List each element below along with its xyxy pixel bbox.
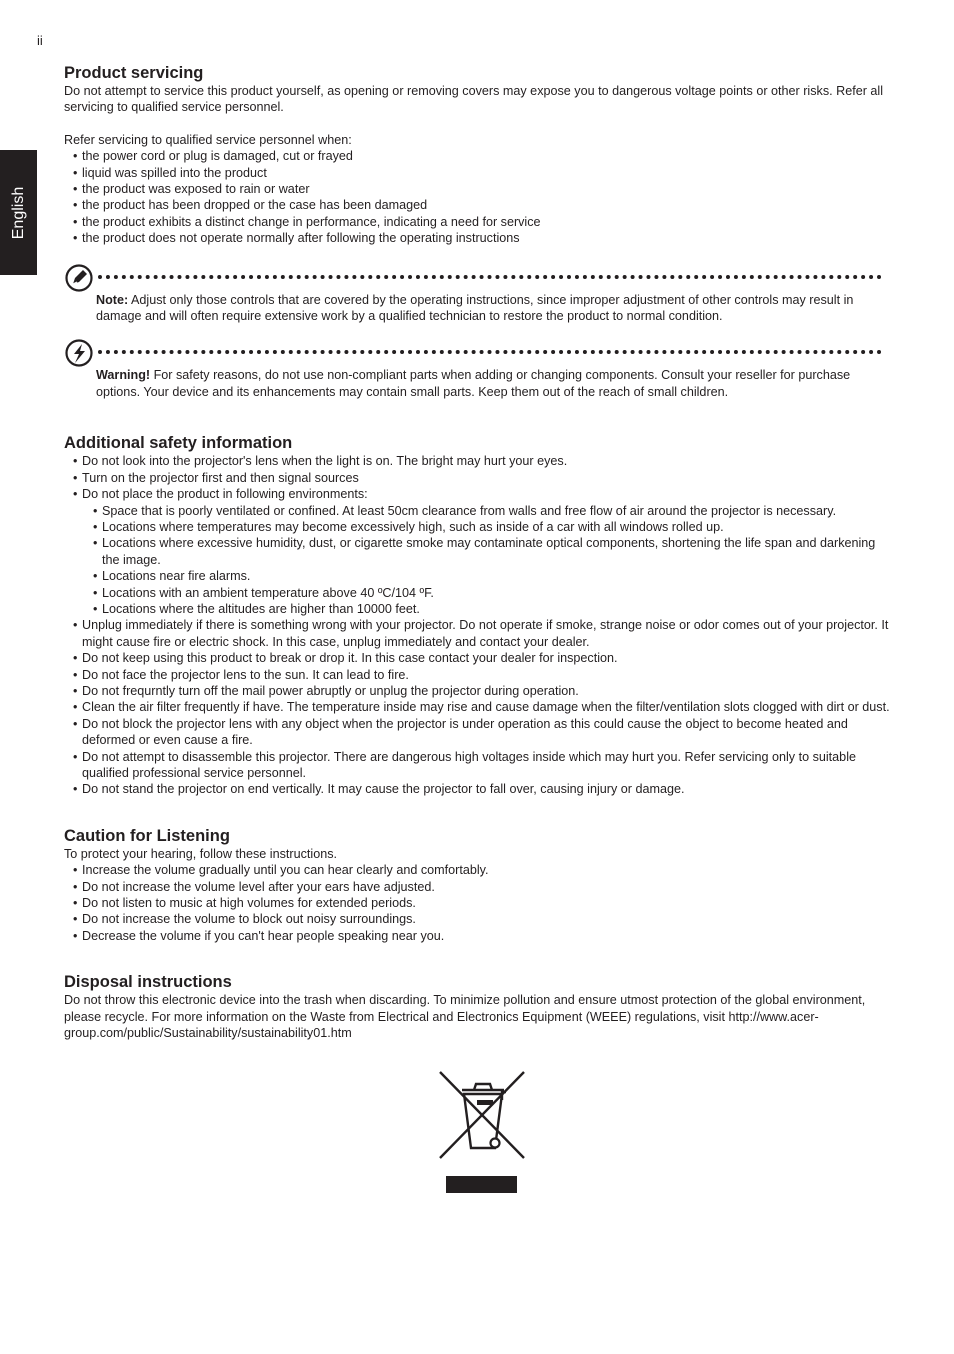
listening-title: Caution for Listening [64,826,230,845]
servicing-list [64,148,894,246]
list-item: • the product has been dropped or the case has been damaged [73,197,894,213]
disposal-title: Disposal instructions [64,973,232,992]
list-item: • Do not attempt to disassemble this projector. There are dangerous high voltages inside which may hurt you. Refer servicing only to suitable qualified professional service personnel. [73,749,894,782]
note-box [96,271,894,325]
warning-text [96,354,866,400]
listening-intro: To protect your hearing, follow these instructions. [64,846,338,861]
disposal-text: Do not throw this electronic device into the trash when discarding. To minimize pollution and ensure utmost protection of the global environment, please recycle. For more information on the Waste from Electrical and Electronics Equipment (WEEE) regulations, visit http://www.acer-group.com/public/Sustainability/sustainability01.htm [64,993,866,1041]
list-item: • Do not listen to music at high volumes for extended periods. [73,895,894,911]
listening-section [64,826,894,944]
list-item: • the power cord or plug is damaged, cut or frayed [73,148,894,164]
list-item: • Do not block the projector lens with any object when the projector is under operation as this could cause the object to become heated and deformed or even cause a fire. [73,716,894,749]
list-item: • Do not stand the projector on end vertically. It may cause the projector to fall over, causing injury or damage. [73,781,894,797]
additional-safety-title: Additional safety information [64,434,293,453]
list-item: • the product was exposed to rain or water [73,181,894,197]
note-body: Adjust only those controls that are covered by the operating instructions, since improper adjustment of other controls may result in damage and will often require extensive work by a qualified technician to restore the product to normal condition. [96,292,854,324]
additional-safety-section [64,433,894,798]
product-servicing-title: Product servicing [64,64,204,82]
list-item: • the product exhibits a distinct change in performance, indicating a need for service [73,214,894,230]
list-item [73,486,894,617]
list-item: • Do not increase the volume level after your ears have adjusted. [73,879,894,895]
product-servicing-intro: Do not attempt to service this product yourself, as opening or removing covers may expose you to dangerous voltage points or other risks. Refer all servicing to qualified service personnel. [64,84,884,115]
language-tab [0,150,37,275]
note-icon [64,263,94,293]
warning-label: Warning! [96,368,151,383]
list-item: • Decrease the volume if you can't hear people speaking near you. [73,928,894,944]
sub-list-item: • Space that is poorly ventilated or confined. At least 50cm clearance from walls and free flow of air around the projector is necessary. [93,503,894,519]
environment-sublist [82,503,894,618]
crossed-bin-icon [438,1070,528,1195]
page-content [64,63,894,1041]
list-item: • Unplug immediately if there is something wrong with your projector. Do not operate if smoke, strange noise or odor comes out of your projector. It might cause fire or electric shock. In this case, unplug immediately and contact your dealer. [73,617,894,650]
product-servicing-section [64,63,894,400]
sub-list-item: • Locations with an ambient temperature above 40 ºC/104 ºF. [93,585,894,601]
note-label: Note: [96,292,129,307]
listening-list [64,862,894,944]
warning-icon [64,338,94,368]
warning-box [96,346,894,400]
warning-body: For safety reasons, do not use non-compliant parts when adding or changing components. Consult your reseller for purchase options. Your device and its enhancements may contain small parts. Keep them out of the reach of small children. [96,368,851,399]
sub-list-item: • Locations near fire alarms. [93,568,894,584]
list-item: • Do not increase the volume to block out noisy surroundings. [73,911,894,927]
note-text [96,279,866,325]
list-item: • Do not frequrntly turn off the mail power abruptly or unplug the projector during operation. [73,683,894,699]
product-servicing-refer: Refer servicing to qualified service personnel when: [64,132,352,147]
page-number: ii [37,33,43,48]
list-item: • Clean the air filter frequently if have. The temperature inside may rise and cause damage when the filter/ventilation slots clogged with dirt or dust. [73,699,894,715]
safety-list [64,453,894,798]
sub-list-item: • Locations where temperatures may become excessively high, such as inside of a car with all windows rolled up. [93,519,894,535]
list-item: • liquid was spilled into the product [73,165,894,181]
language-tab-label: English [9,186,27,239]
list-item: • Do not face the projector lens to the sun. It can lead to fire. [73,667,894,683]
list-item: • the product does not operate normally after following the operating instructions [73,230,894,246]
list-item: • Do not look into the projector's lens when the light is on. The bright may hurt your eyes. [73,453,894,469]
list-item: • Turn on the projector first and then signal sources [73,470,894,486]
disposal-section [64,972,894,1041]
list-item: • Do not keep using this product to break or drop it. In this case contact your dealer for inspection. [73,650,894,666]
sub-list-item: • Locations where excessive humidity, dust, or cigarette smoke may contaminate optical components, shortening the life span and darkening the image. [93,535,894,568]
sub-list-item: • Locations where the altitudes are higher than 10000 feet. [93,601,894,617]
list-item: • Increase the volume gradually until you can hear clearly and comfortably. [73,862,894,878]
list-item-text: Do not place the product in following environments: [82,487,368,502]
